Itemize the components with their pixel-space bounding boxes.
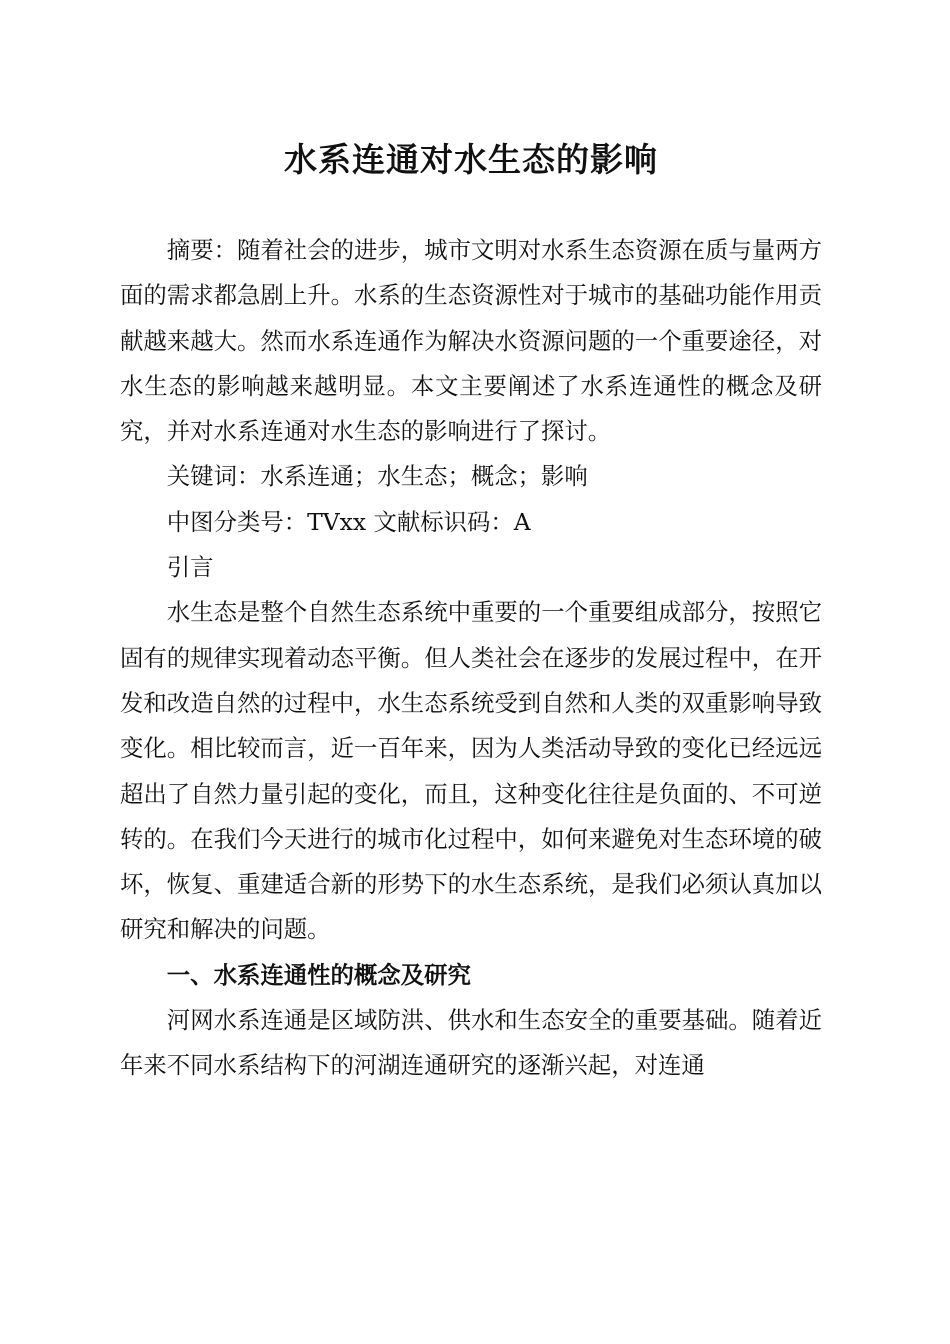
keywords-line: 关键词：水系连通；水生态；概念；影响 bbox=[166, 462, 588, 491]
intro-paragraph: 水生态是整个自然生态系统中重要的一个重要组成部分，按照它固有的规律实现着动态平衡。但人类社会在逐步的发展过程中，在开发和改造自然的过程中，水生态系统受到自然和人类的双重影响导致变化。相比较而言，近一百年来，因为人类活动导致的变化已经远远超出了自然力量引起的变化，而且，这种变化往往是负面的、不可逆转的。在我们今天进行的城市化过程中，如何来避免对生态环境的破坏，恢复、重建适合新的形势下的水生态系统，是我们必须认真加以研究和解决的问题。 bbox=[120, 598, 822, 944]
intro-heading: 引言 bbox=[166, 553, 214, 582]
section1-heading: 一、水系连通性的概念及研究 bbox=[166, 960, 471, 989]
abstract-paragraph: 摘要：随着社会的进步，城市文明对水系生态资源在质与量两方面的需求都急剧上升。水系的生态资源性对于城市的基础功能作用贡献越来越大。然而水系连通作为解决水资源问题的一个重要途径，对水生态的影响越来越明显。本文主要阐述了水系连通性的概念及研究，并对水系连通对水生态的影响进行了探讨。 bbox=[120, 236, 822, 446]
section1-paragraph: 河网水系连通是区域防洪、供水和生态安全的重要基础。随着近年来不同水系结构下的河湖连通研究的逐渐兴起，对连通 bbox=[120, 1006, 822, 1080]
classification-line: 中图分类号：TVxx 文献标识码：A bbox=[166, 507, 531, 536]
document-title: 水系连通对水生态的影响 bbox=[284, 140, 658, 179]
document-body bbox=[120, 228, 822, 1089]
